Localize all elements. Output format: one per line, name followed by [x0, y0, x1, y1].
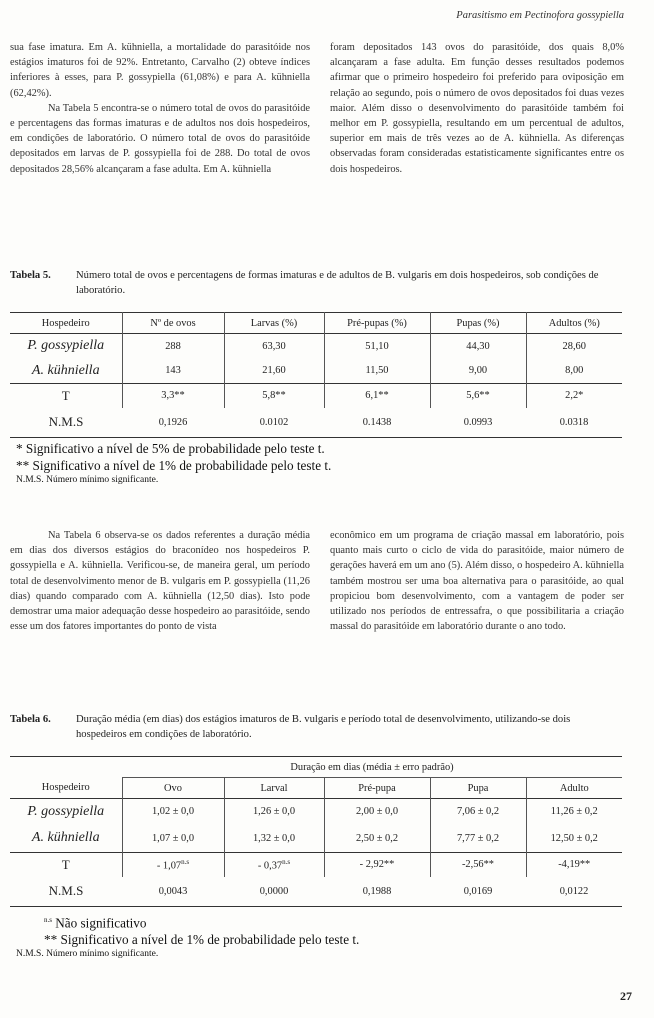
table5-notes — [16, 440, 331, 487]
table-cell: 63,30 — [224, 334, 324, 359]
text-column-right-top — [330, 40, 624, 177]
table-cell-host: A. kühniella — [10, 359, 122, 384]
table-header-cell: Pré-pupas (%) — [324, 313, 430, 334]
table-cell: 288 — [122, 334, 224, 359]
table-cell: 11,50 — [324, 359, 430, 384]
paragraph: Na Tabela 5 encontra-se o número total de ovos do parasitóide e percentagens das formas imaturas e de adultos nos dois hospedeiros, em condições de laboratório. O número total de ovos do parasitóide depositados em larvas de P. gossypiella foi de 288. Do total de ovos depositados 28,56% alcançaram a fase adulta. Em A. kühniella — [10, 102, 310, 175]
table-cell-host: A. kühniella — [10, 825, 122, 853]
table-row — [10, 359, 622, 384]
table-cell: 5,8** — [224, 384, 324, 408]
table-cell: 44,30 — [430, 334, 526, 359]
text-column-left-top — [10, 40, 310, 177]
table-header-cell: Hospedeiro — [10, 778, 122, 799]
table-header-row — [10, 313, 622, 334]
table-cell: 1,02 ± 0,0 — [122, 799, 224, 825]
table-row — [10, 877, 622, 907]
table-cell: 2,2* — [565, 390, 584, 402]
table-cell: 0.0318 — [559, 416, 589, 428]
ns-mark: n.s — [44, 916, 52, 924]
table-cell: 9,00 — [430, 359, 526, 384]
table-header-cell: Adulto — [559, 782, 589, 794]
table6 — [10, 756, 622, 907]
table-cell: 1,26 ± 0,0 — [224, 799, 324, 825]
table-header-cell: Adultos (%) — [548, 317, 600, 329]
table-header-cell: Hospedeiro — [10, 313, 122, 334]
table-cell: 2,50 ± 0,2 — [324, 825, 430, 853]
table-row — [10, 334, 622, 359]
text-column-left-mid — [10, 528, 310, 634]
paragraph: sua fase imatura. Em A. kühniella, a mortalidade do parasitóide nos estágios imaturos foi de 92%. Entretanto, Carvalho (2) obteve índices inferiores à esses, para P. gossypiella (61,08%) e para A. kühniella (62,42%). — [10, 42, 310, 99]
table-cell — [122, 853, 224, 877]
table-cell: 143 — [122, 359, 224, 384]
table-cell-host: P. gossypiella — [10, 799, 122, 825]
table-cell: - 2,92** — [324, 853, 430, 877]
table-cell: 11,26 ± 0,2 — [550, 806, 598, 818]
table-cell: T — [10, 853, 122, 877]
table-cell: 0,1926 — [158, 416, 188, 428]
table-row — [10, 799, 622, 825]
table-cell: 1,07 ± 0,0 — [122, 825, 224, 853]
paragraph: Na Tabela 6 observa-se os dados referentes a duração média em dias dos diversos estágios do braconídeo nos hospedeiros P. gossypiella e A. kühniella. Verificou-se, de maneira geral, um período total de desenvolvimento menor de B. vulgaris em P. gossypiella (11,26 dias) quando comparado com A. kühniella (12,50 dias). Isto pode demostrar uma maior adequação desse hospedeiro ao parasitóide, sendo esse um dos fatores importantes do ponto de vista — [10, 530, 310, 633]
table-header-cell: Pré-pupa — [324, 778, 430, 799]
table-cell: -4,19** — [558, 859, 591, 871]
table-cell: 7,77 ± 0,2 — [430, 825, 526, 853]
ns-mark: n.s — [282, 858, 291, 867]
table6-note-text: Não significativo — [55, 915, 147, 931]
table-cell: 0,1988 — [362, 885, 392, 897]
table-header-cell: Pupas (%) — [430, 313, 526, 334]
table-cell: N.M.S — [48, 414, 84, 430]
table6-caption — [10, 712, 622, 742]
table-header-cell: Pupa — [430, 778, 526, 799]
table-cell: 2,00 ± 0,0 — [324, 799, 430, 825]
table5-nms-note: N.M.S. Número mínimo significante. — [16, 475, 159, 485]
table5 — [10, 312, 622, 438]
ns-mark: n.s — [181, 858, 190, 867]
table-cell: T — [10, 384, 122, 408]
table5-label: Tabela 5. — [10, 270, 51, 281]
paragraph: foram depositados 143 ovos do parasitóide, dos quais 8,0% alcançaram a fase adulta. Em função desses resultados podemos afirmar que o primeiro hospedeiro foi preferido para oviposição em relação ao segundo, pois o número de ovos depositados foi duas vezes maior. Além disso o desenvolvimento do parasitóide também foi melhor em P. gossypiella, resultando em um percentual de adultos, superior em mais de três vezes ao de A. kühniella. As diferenças observadas foram consideradas estatisticamente significantes entre os dois hospedeiros. — [330, 42, 624, 175]
table-cell: 28,60 — [562, 340, 586, 352]
table-cell: 12,50 ± 0,2 — [550, 832, 598, 844]
page-number: 27 — [620, 989, 632, 1003]
table-cell: -2,56** — [430, 853, 526, 877]
table-cell: 51,10 — [324, 334, 430, 359]
table-header-cell — [10, 757, 122, 778]
table-group-header: Duração em dias (média ± erro padrão) — [122, 757, 622, 778]
table-cell: 1,32 ± 0,0 — [224, 825, 324, 853]
table-cell: N.M.S — [48, 883, 84, 899]
table5-note: * Significativo a nível de 5% de probabilidade pelo teste t. — [16, 441, 325, 456]
table-header-cell: Ovo — [122, 778, 224, 799]
table-cell-host: P. gossypiella — [10, 334, 122, 359]
text-column-right-mid — [330, 528, 624, 634]
table-cell: 8,00 — [565, 365, 584, 377]
table6-caption-text: Duração média (em dias) dos estágios imaturos de B. vulgaris e período total de desenvolvimento, utilizando-se dois hospedeiros em condições de laboratório. — [76, 714, 571, 740]
table-header-cell: Nº de ovos — [122, 313, 224, 334]
table-group-header-row — [10, 757, 622, 778]
table-header-cell: Larvas (%) — [224, 313, 324, 334]
table-cell: 21,60 — [224, 359, 324, 384]
table6-label: Tabela 6. — [10, 714, 51, 725]
table-cell: 0.0102 — [259, 416, 289, 428]
table6-note: ** Significativo a nível de 1% de probabilidade pelo teste t. — [44, 932, 360, 948]
table6-note — [16, 912, 359, 931]
t-value: - 1,07 — [156, 860, 182, 872]
table-header-row — [10, 778, 622, 799]
table6-notes — [16, 912, 359, 961]
table-cell: 0.1438 — [362, 416, 392, 428]
table-row — [10, 853, 622, 877]
table-cell: 5,6** — [430, 384, 526, 408]
table-cell: 0,0122 — [559, 885, 589, 897]
table-cell — [224, 853, 324, 877]
table5-caption-text: Número total de ovos e percentagens de formas imaturas e de adultos de B. vulgaris em dois hospedeiros, sob condições de laboratório. — [76, 270, 599, 296]
table5-note: ** Significativo a nível de 1% de probabilidade pelo teste t. — [16, 458, 332, 473]
table-header-cell: Larval — [224, 778, 324, 799]
table-cell: 0.0993 — [463, 416, 493, 428]
table6-nms-note: N.M.S. Número mínimo significante. — [16, 949, 159, 960]
table-cell: 6,1** — [324, 384, 430, 408]
t-value: - 0,37 — [257, 860, 283, 872]
table-cell: 0,0000 — [259, 885, 289, 897]
table-cell: 7,06 ± 0,2 — [430, 799, 526, 825]
running-header: Parasitismo em Pectinofora gossypiella — [456, 10, 624, 21]
table-cell: 3,3** — [122, 384, 224, 408]
table-row — [10, 384, 622, 408]
table-row — [10, 825, 622, 853]
table-cell: 0,0043 — [158, 885, 188, 897]
paragraph: econômico em um programa de criação massal em laboratório, pois quanto mais curto o ciclo de vida do parasitóide, maior número de gerações haverá em um ano (5). Além disso, o hospedeiro A. kühniella também mostrou ser uma boa alternativa para o parasitóide, ao qual propiciou bom desenvolvimento, com a vantagem de poder ser utilizado nos períodos de entressafra, o que possibilitaria a criação massal do parasitóide em laboratório durante o ano todo. — [330, 530, 624, 633]
table-row — [10, 408, 622, 438]
table-cell: 0,0169 — [463, 885, 493, 897]
table5-caption — [10, 268, 622, 298]
